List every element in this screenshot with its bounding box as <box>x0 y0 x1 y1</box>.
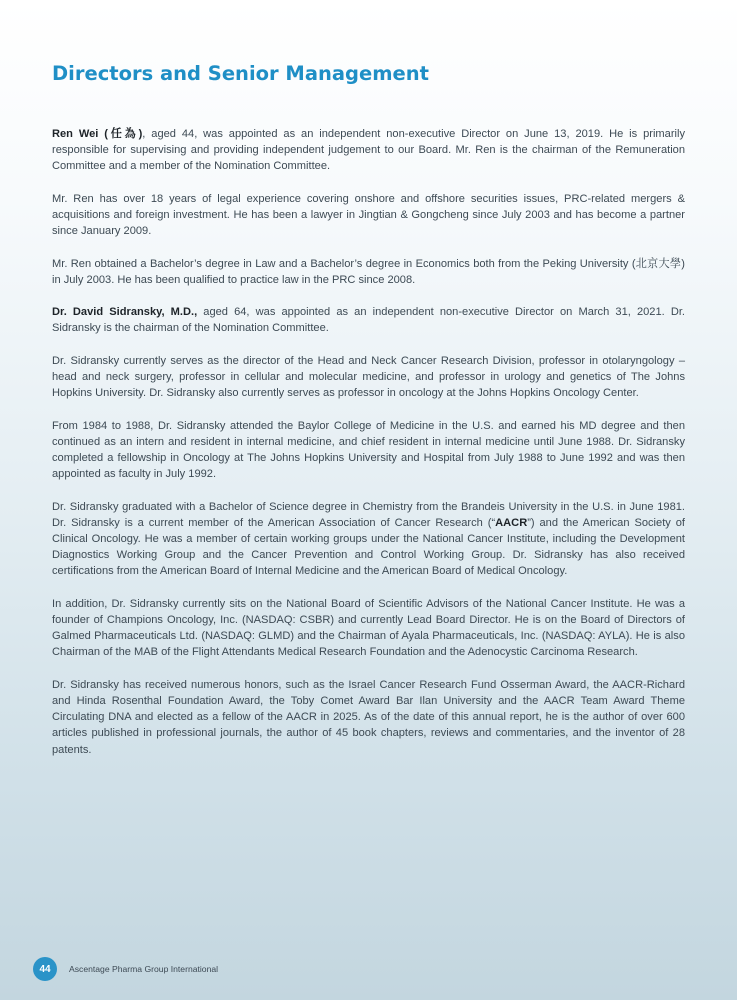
page-title: Directors and Senior Management <box>52 62 429 85</box>
company-name: Ascentage Pharma Group International <box>69 964 219 974</box>
paragraph: Dr. Sidransky has received numerous honors, such as the Israel Cancer Research Fund Osserman Award, the AACR-Richard and Hinda Rosenthal Foundation Award, the Toby Comet Award Bar Ilan University and the AACR Team Award Theme Circulating DNA and elected as a fellow of the AACR in 2025. As of the date of this annual report, he is the author of over 600 articles published in professional journals, the author of 45 book chapters, reviews and commentaries, and the inventor of 28 patents. <box>52 678 685 756</box>
paragraph: Mr. Ren obtained a Bachelor’s degree in Law and a Bachelor’s degree in Economics both from the Peking University (北京大學) in July 2003. He has been qualified to practice law in the PRC since 2008. <box>52 257 685 286</box>
paragraph: Mr. Ren has over 18 years of legal experience covering onshore and offshore securities issues, PRC-related mergers & acquisitions and foreign investment. He has been a lawyer in Jingtian & Gongcheng since July 2003 and has become a partner since January 2009. <box>52 192 685 238</box>
paragraph: Dr. David Sidransky, M.D., aged 64, was appointed as an independent non-executive Director on March 31, 2021. Dr. Sidransky is the chairman of the Nomination Committee. <box>52 306 685 335</box>
person-name: Ren Wei (任為) <box>52 128 143 140</box>
paragraph: Dr. Sidransky graduated with a Bachelor of Science degree in Chemistry from the Brandeis University in the U.S. in June 1981. Dr. Sidransky is a current member of the American Association of Cancer Research (“AACR”) and the American Society of Clinical Oncology. He was a member of certain working groups under the National Cancer Institute, including the Development Diagnostics Working Group and the Cancer Prevention and Control Working Group. Dr. Sidransky has also received certifications from the American Board of Internal Medicine and the American Board of Medical Oncology. <box>52 500 685 578</box>
person-name: Dr. David Sidransky, M.D., <box>52 306 198 319</box>
abbreviation: AACR <box>495 516 528 529</box>
paragraph: In addition, Dr. Sidransky currently sits on the National Board of Scientific Advisors of the National Cancer Institute. He was a founder of Champions Oncology, Inc. (NASDAQ: CSBR) and currently Lead Board Director. He is on the Board of Directors of Galmed Pharmaceuticals Ltd. (NASDAQ: GLMD) and the Chairman of Ayala Pharmaceuticals, Inc. (NASDAQ: AYLA). He is also Chairman of the MAB of the Flight Attendants Medical Research Foundation and the Adenocystic Carcinoma Research. <box>52 597 685 659</box>
page-footer <box>33 957 218 981</box>
paragraph: Dr. Sidransky currently serves as the director of the Head and Neck Cancer Research Division, professor in otolaryngology – head and neck surgery, professor in cellular and molecular medicine, and professor in urology and genetics of The Johns Hopkins University. Dr. Sidransky also currently serves as professor in oncology at the Johns Hopkins Oncology Center. <box>52 354 685 400</box>
paragraph: Ren Wei (任為), aged 44, was appointed as an independent non-executive Director on June 13, 2019. He is primarily responsible for supervising and providing independent judgement to our Board. Mr. Ren is the chairman of the Remuneration Committee and a member of the Nomination Committee. <box>52 128 685 173</box>
page-number-badge: 44 <box>33 957 57 981</box>
paragraph: From 1984 to 1988, Dr. Sidransky attended the Baylor College of Medicine in the U.S. and earned his MD degree and then continued as an intern and resident in internal medicine, and chief resident in internal medicine until June 1988. Dr. Sidransky completed a fellowship in Oncology at The Johns Hopkins University and Hospital from July 1988 to June 1992 and was then appointed as faculty in July 1992. <box>52 419 685 481</box>
body-text <box>52 126 685 774</box>
